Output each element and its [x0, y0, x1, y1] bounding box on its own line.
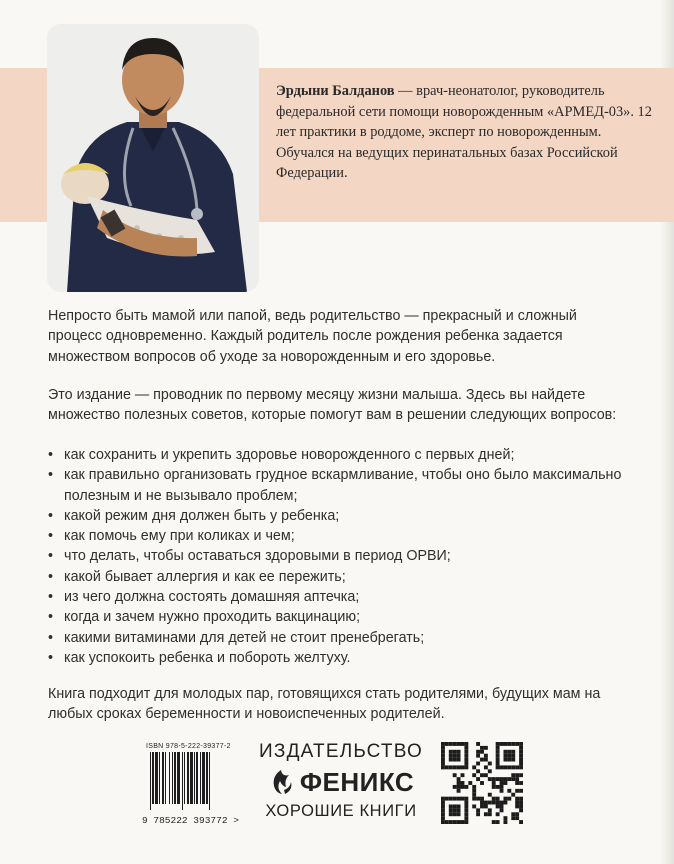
list-item: • когда и зачем нужно проходить вакцинацию;: [48, 607, 633, 627]
author-name: Эрдыни Балданов: [276, 83, 395, 99]
questions-list: [48, 445, 633, 668]
list-item: • как успокоить ребенка и побороть желтуху.: [48, 648, 633, 668]
list-item: • что делать, чтобы оставаться здоровыми в период ОРВИ;: [48, 546, 633, 566]
author-description: — врач-неонатолог, руководитель федеральной сети помощи новорожденным «АРМЕД-03». 12 лет практики в роддоме, эксперт по новорожденным. Обучался на ведущих перинатальных базах Российской Федерации.: [276, 83, 652, 181]
intro-paragraph: Непросто быть мамой или папой, ведь родительство — прекрасный и сложный процесс одновременно. Каждый родитель после рождения ребенка задается множеством вопросов об уходе за новорожденным и его здоровье.: [48, 308, 577, 365]
list-item: • как помочь ему при коликах и чем;: [48, 526, 633, 546]
list-item: • какими витаминами для детей не стоит пренебрегать;: [48, 628, 633, 648]
phoenix-icon: [268, 768, 294, 796]
audience-paragraph: Книга подходит для молодых пар, готовящихся стать родителями, будущих мам на любых сроках беременности и новоиспеченных родителей.: [48, 686, 601, 723]
barcode-bars: [146, 752, 242, 810]
author-bio: [276, 81, 656, 184]
isbn-digits: 9 785222 393772 >: [142, 815, 239, 826]
publisher-logo: [248, 740, 434, 826]
list-item: • какой бывает аллергия и как ее пережить;: [48, 567, 633, 587]
list-item: • какой режим дня должен быть у ребенка;: [48, 506, 633, 526]
author-photo: [47, 24, 259, 292]
publisher-slogan: ХОРОШИЕ КНИГИ: [265, 802, 417, 820]
list-item: • из чего должна состоять домашняя аптечка;: [48, 587, 633, 607]
isbn-label: ISBN 978-5-222-39377-2: [146, 743, 231, 750]
qr-code: [441, 742, 523, 824]
publisher-name: ФЕНИКС: [299, 766, 415, 797]
list-item: • как сохранить и укрепить здоровье новорожденного с первых дней;: [48, 445, 633, 465]
list-item: • как правильно организовать грудное вскармливание, чтобы оно было максимально полезным и не вызывало проблем;: [48, 465, 633, 506]
isbn-barcode: [142, 742, 242, 826]
guide-lead-paragraph: Это издание — проводник по первому месяцу жизни малыша. Здесь вы найдете множество полезных советов, которые помогут вам в решении следующих вопросов:: [48, 387, 617, 424]
publisher-line1: ИЗДАТЕЛЬСТВО: [259, 741, 423, 762]
